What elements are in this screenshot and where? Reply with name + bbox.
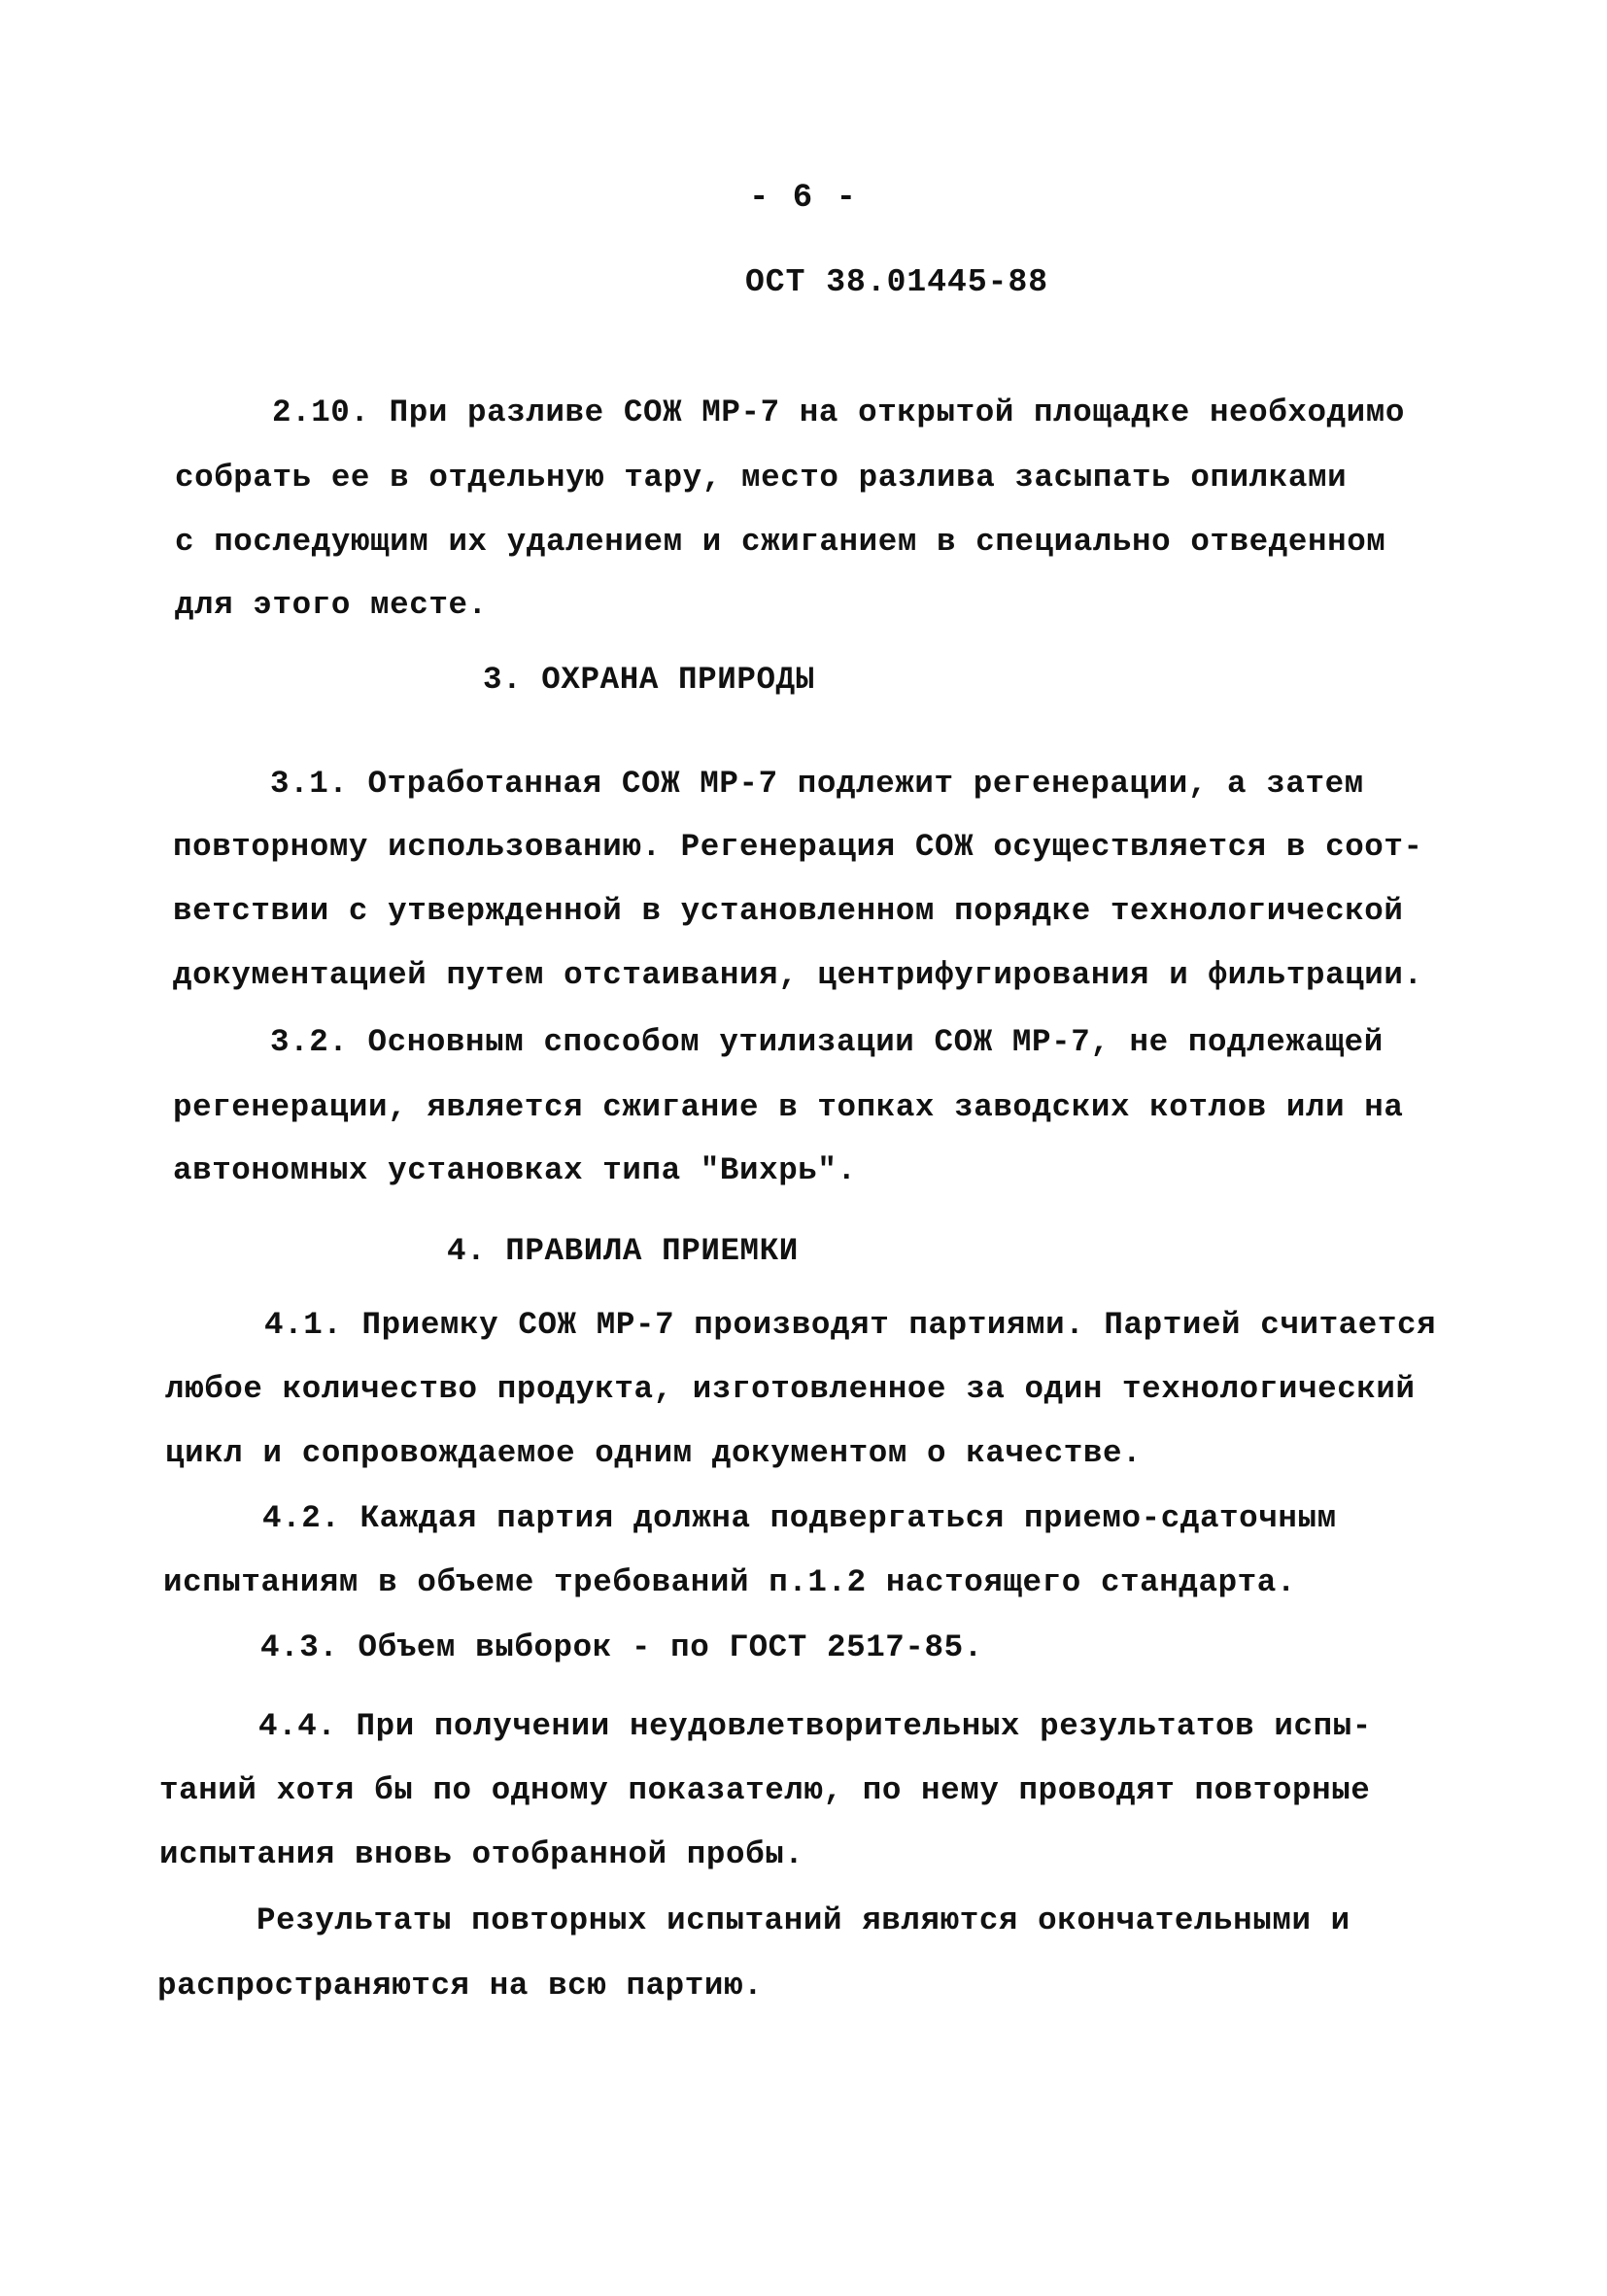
paragraph-4-2-line-2: испытаниям в объеме требований п.1.2 настоящего стандарта. [163, 1564, 1296, 1600]
section-heading-3: 3. ОХРАНА ПРИРОДЫ [483, 662, 815, 698]
paragraph-4-4-line-3: испытания вновь отобранной пробы. [159, 1836, 804, 1872]
paragraph-4-1-line-3: цикл и сопровождаемое одним документом о качестве. [165, 1435, 1143, 1471]
paragraph-3-1-line-2: повторному использованию. Регенерация СОЖ осуществляется в соот- [173, 829, 1423, 865]
paragraph-4-4-line-1: 4.4. При получении неудовлетворительных результатов испы- [258, 1708, 1372, 1744]
paragraph-3-2-line-1: 3.2. Основным способом утилизации СОЖ МР-7, не подлежащей [270, 1024, 1384, 1060]
paragraph-2-10-line-3: с последующим их удалением и сжиганием в специально отведенном [175, 524, 1386, 560]
paragraph-2-10-line-2: собрать ее в отдельную тару, место разлива засыпать опилками [175, 460, 1348, 496]
paragraph-4-1-line-1: 4.1. Приемку СОЖ МР-7 производят партиями. Партией считается [264, 1307, 1437, 1343]
paragraph-3-1-line-4: документацией путем отстаивания, центрифугирования и фильтрации. [173, 957, 1423, 993]
paragraph-4-3: 4.3. Объем выборок - по ГОСТ 2517-85. [260, 1629, 983, 1665]
paragraph-final-line-1: Результаты повторных испытаний являются окончательными и [256, 1902, 1351, 1938]
paragraph-2-10-line-4: для этого месте. [175, 587, 488, 623]
section-heading-4: 4. ПРАВИЛА ПРИЕМКИ [447, 1233, 799, 1269]
paragraph-3-1-line-1: 3.1. Отработанная СОЖ МР-7 подлежит регенерации, а затем [270, 766, 1364, 802]
paragraph-4-4-line-2: таний хотя бы по одному показателю, по нему проводят повторные [159, 1772, 1371, 1808]
page-number: - 6 - [748, 180, 859, 217]
paragraph-final-line-2: распространяются на всю партию. [157, 1968, 764, 2004]
paragraph-2-10-line-1: 2.10. При разливе СОЖ МР-7 на открытой площадке необходимо [272, 394, 1405, 430]
document-code: ОСТ 38.01445-88 [745, 264, 1049, 300]
paragraph-4-2-line-1: 4.2. Каждая партия должна подвергаться приемо-сдаточным [262, 1500, 1337, 1536]
paragraph-3-2-line-2: регенерации, является сжигание в топках заводских котлов или на [173, 1089, 1404, 1125]
paragraph-3-1-line-3: ветствии с утвержденной в установленном порядке технологической [173, 893, 1404, 929]
paragraph-4-1-line-2: любое количество продукта, изготовленное за один технологический [165, 1371, 1416, 1407]
paragraph-3-2-line-3: автономных установках типа "Вихрь". [173, 1152, 857, 1188]
